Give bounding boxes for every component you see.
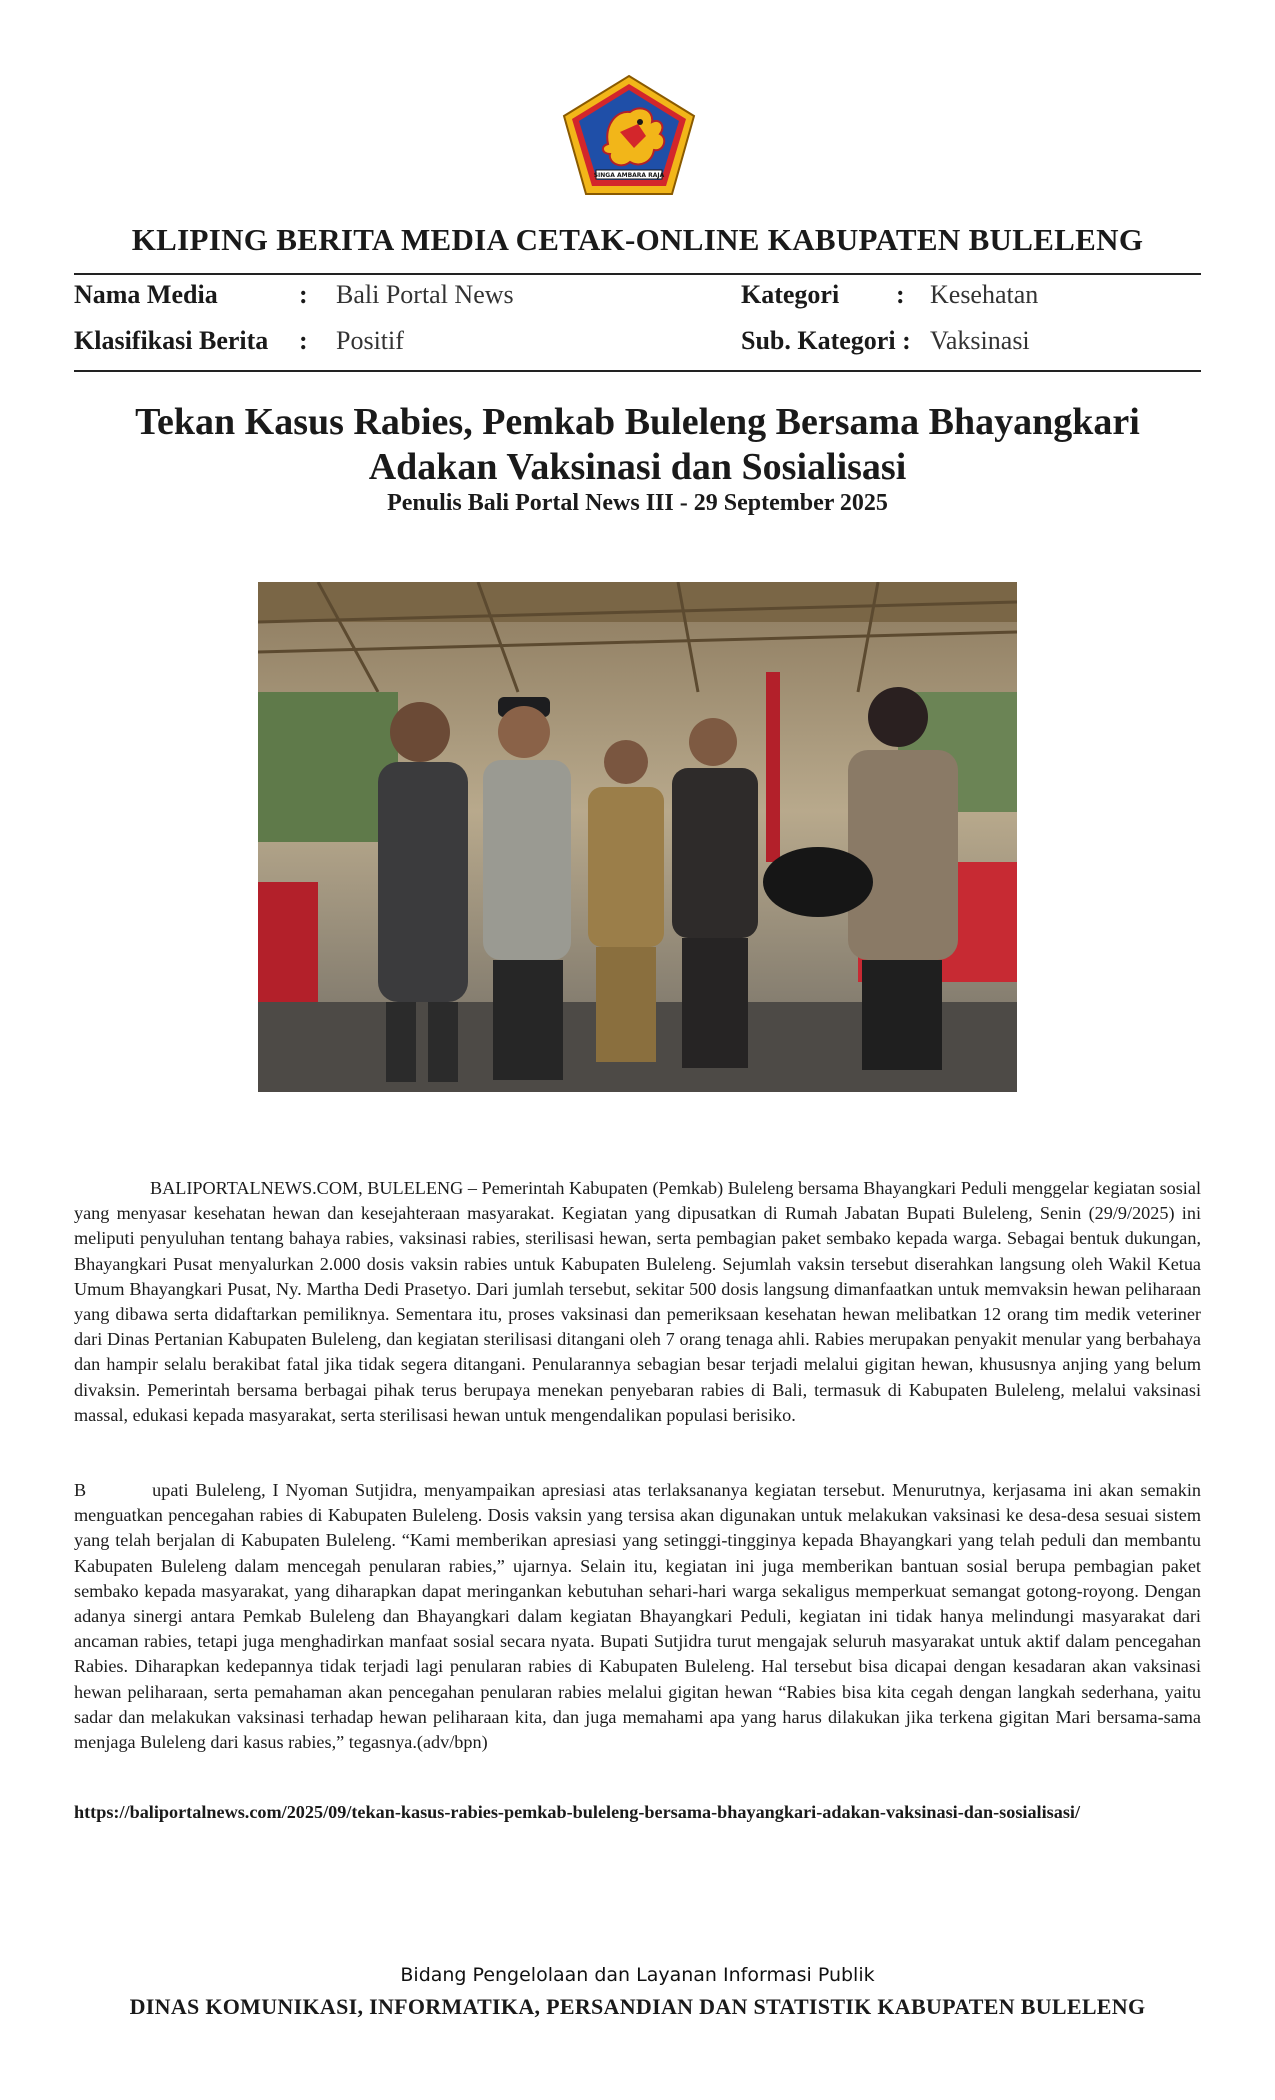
clipping-title: KLIPING BERITA MEDIA CETAK-ONLINE KABUPATEN BULELENG	[131, 222, 1144, 257]
svg-text:SINGA AMBARA RAJA: SINGA AMBARA RAJA	[593, 172, 665, 179]
media-label: Nama Media	[74, 280, 218, 309]
kategori-value: Kesehatan	[930, 280, 1039, 309]
article-photo	[258, 582, 1017, 1092]
article-paragraph-1: BALIPORTALNEWS.COM, BULELENG – Pemerintah Kabupaten (Pemkab) Buleleng bersama Bhayangkari Peduli menggelar kegiatan sosial yang menyasar kesehatan hewan dan kesejahteraan masyarakat. Kegiatan yang dipusatkan di Rumah Jabatan Bupati Buleleng, Senin (29/9/2025) ini meliputi penyuluhan tentang bahaya rabies, vaksinasi rabies, sterilisasi hewan, serta pembagian paket sembako kepada warga. Sebagai bentuk dukungan, Bhayangkari Pusat menyalurkan 2.000 dosis vaksin rabies untuk Kabupaten Buleleng. Sejumlah vaksin tersebut diserahkan langsung oleh Wakil Ketua Umum Bhayangkari Pusat, Ny. Martha Dedi Prasetyo. Dari jumlah tersebut, sekitar 500 dosis langsung dimanfaatkan untuk memvaksin hewan peliharaan yang dibawa serta didaftarkan pemiliknya. Sementara itu, proses vaksinasi dan pemeriksaan kesehatan hewan melibatkan 12 orang tim medik veteriner dari Dinas Pertanian Kabupaten Buleleng, dan kegiatan sterilisasi ditangani oleh 7 orang tenaga ahli. Rabies merupakan penyakit menular yang berbahaya dan hampir selalu berakibat fatal jika tidak segera ditangani. Penularannya sebagian besar terjadi melalui gigitan hewan, khususnya anjing yang belum divaksin. Pemerintah bersama berbagai pihak terus berupaya menekan penyebaran rabies di Bali, termasuk di Kabupaten Buleleng, melalui vaksinasi massal, edukasi kepada masyarakat, serta sterilisasi hewan untuk mengendalikan populasi berisiko.	[74, 1178, 1201, 1425]
meta-row-media	[74, 280, 1201, 314]
pemkab-buleleng-emblem-icon	[560, 74, 698, 198]
meta-row-klasifikasi	[74, 326, 1201, 360]
article-byline: Penulis Bali Portal News III - 29 September 2025	[387, 490, 888, 516]
header-divider	[74, 273, 1201, 275]
media-separator: :	[299, 280, 308, 309]
paragraph-2-text: upati Buleleng, I Nyoman Sutjidra, menyampaikan apresiasi atas terlaksananya kegiatan tersebut. Menurutnya, kerjasama ini akan semakin menguatkan pencegahan rabies di Kabupaten Buleleng. Dosis vaksin yang tersisa akan digunakan untuk melakukan vaksinasi ke desa-desa sesuai sistem yang telah berjalan di Kabupaten Buleleng. “Kami memberikan apresiasi yang setinggi-tingginya kepada Bhayangkari yang telah peduli dan membantu Kabupaten Buleleng dalam mencegah penularan rabies,” ujarnya. Selain itu, kegiatan ini juga memberikan bantuan sosial berupa pembagian paket sembako kepada masyarakat, yang diharapkan dapat meringankan kebutuhan sehari-hari warga sekaligus memperkuat semangat gotong-royong. Dengan adanya sinergi antara Pemkab Buleleng dan Bhayangkari dalam kegiatan Bhayangkari Peduli, kegiatan ini tidak hanya melindungi masyarakat dari ancaman rabies, tetapi juga menghadirkan manfaat sosial secara nyata. Bupati Sutjidra turut mengajak seluruh masyarakat untuk aktif dalam pencegahan Rabies. Diharapkan kedepannya tidak terjadi lagi penularan rabies di Kabupaten Buleleng. Hal tersebut bisa dicapai dengan kesadaran akan vaksinasi hewan peliharaan, serta pemahaman akan pencegahan penularan rabies melalui gigitan hewan “Rabies bisa kita cegah dengan langkah sederhana, yaitu sadar dan melakukan vaksinasi terhadap hewan peliharaan kita, dan juga memahami apa yang harus dilakukan jika terkena gigitan Mari bersama-sama menjaga Buleleng dari kasus rabies,” tegasnya.(adv/bpn)	[74, 1480, 1201, 1753]
source-link[interactable]: https://baliportalnews.com/2025/09/tekan-kasus-rabies-pemkab-buleleng-bersama-bhayangkari-adakan-vaksinasi-dan-sosialisasi/	[74, 1802, 1081, 1822]
meta-divider	[74, 370, 1201, 372]
footer-agency: DINAS KOMUNIKASI, INFORMATIKA, PERSANDIAN DAN STATISTIK KABUPATEN BULELENG	[129, 1994, 1146, 2019]
klasifikasi-separator: :	[299, 326, 308, 355]
dropcap-initial: B	[74, 1480, 87, 1500]
footer-division: Bidang Pengelolaan dan Layanan Informasi Publik	[400, 1964, 875, 1986]
article-headline: Tekan Kasus Rabies, Pemkab Buleleng Bersama Bhayangkari Adakan Vaksinasi dan Sosialisasi	[135, 401, 1140, 488]
subkategori-value: Vaksinasi	[930, 326, 1030, 355]
klasifikasi-value: Positif	[336, 326, 404, 355]
article-paragraph-2	[74, 1478, 1201, 1755]
media-value: Bali Portal News	[336, 280, 514, 309]
kategori-separator: :	[896, 280, 905, 309]
klasifikasi-label: Klasifikasi Berita	[74, 326, 269, 355]
subkategori-label: Sub. Kategori :	[741, 326, 911, 355]
kategori-label: Kategori	[741, 280, 840, 309]
